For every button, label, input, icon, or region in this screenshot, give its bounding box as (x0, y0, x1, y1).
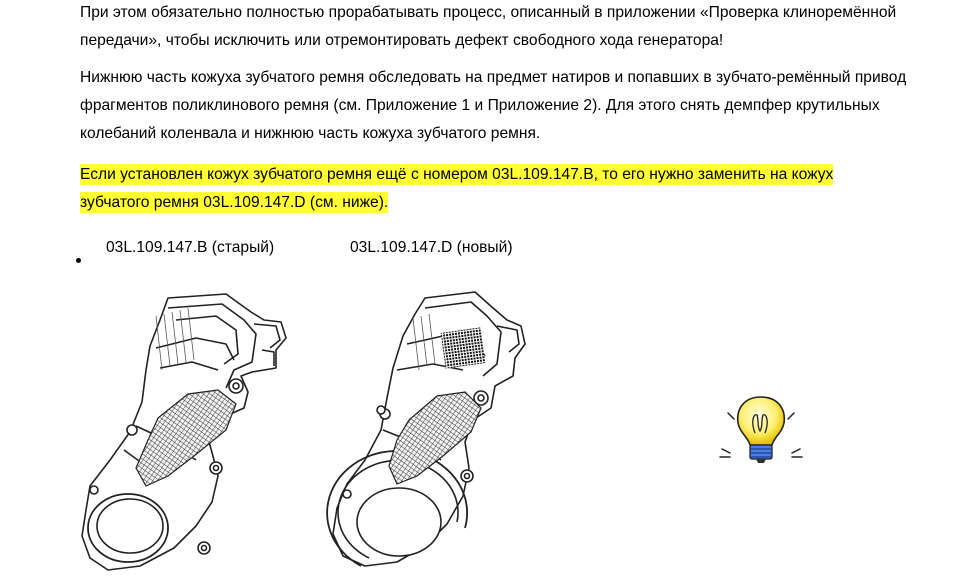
caption-old-cover: 03L.109.147.B (старый) (106, 239, 275, 256)
paragraph-alternator-check: При этом обязательно полностью прорабатывать процесс, описанный в приложении «Проверка клиноремённой передачи», чтобы исключить или отремонтировать дефект свободного хода генератора! (80, 4, 897, 49)
old-cover-drawing (76, 290, 296, 580)
lightbulb-icon (718, 393, 804, 465)
paragraph-lower-cover-inspection: Нижнюю часть кожуха зубчатого ремня обследовать на предмет натиров и попавших в зубчато-ремённый привод фрагментов поликлинового ремня (см. Приложение 1 и Приложение 2). Для этого снять демпфер крутильных колебаний коленвала и нижнюю часть кожуха зубчатого ремня. (80, 69, 907, 142)
new-cover-drawing (325, 290, 535, 580)
highlighted-note-text: Если установлен кожух зубчатого ремня ещё с номером 03L.109.147.B, то его нужно заменить на кожух зубчатого ремня 03L.109.147.D (см. ниже). (80, 166, 834, 211)
highlighted-note (80, 161, 900, 217)
caption-new-cover: 03L.109.147.D (новый) (350, 239, 513, 256)
list-bullet (76, 258, 81, 263)
